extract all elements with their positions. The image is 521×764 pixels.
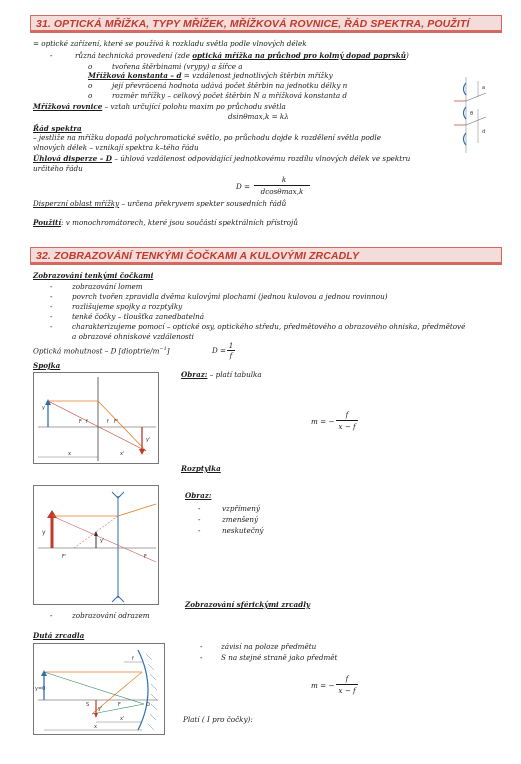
sub-item-1: tvořena štěrbinami (vrypy) a šířce a	[112, 62, 243, 71]
section-31-underline	[30, 31, 502, 33]
label-theta: θ	[470, 111, 474, 117]
list-item: a obrazové ohniskové vzdálenosti	[72, 332, 194, 341]
sub-marker: o	[88, 91, 93, 100]
disperze-eq-den: dcosθmax,k	[260, 187, 304, 196]
label-x: x	[68, 451, 71, 457]
sub-marker: o	[88, 81, 93, 90]
duta-zrcadla-diagram	[33, 643, 165, 735]
fraction-line	[336, 420, 358, 421]
dash: -	[200, 653, 203, 662]
zobrazovani-zrcadly-label: Zobrazování sférickými zrcadly	[185, 600, 311, 609]
disperzni-oblast: Disperzní oblast mřížky – určena překryvem spekter sousedních řádů	[33, 199, 287, 208]
label-Fp: F'	[114, 419, 119, 425]
dash: -	[50, 312, 53, 321]
label-Fp: F'	[62, 554, 67, 560]
rad-spektra-label: Řád spektra	[33, 124, 82, 133]
duta-zrcadla-label: Dutá zrcadla	[33, 631, 85, 640]
label-f: f	[86, 419, 88, 425]
dash: -	[50, 322, 53, 331]
m-eq-den: x − f	[338, 422, 356, 431]
obraz-2-item: zmenšený	[222, 515, 259, 524]
label-xp: x'	[120, 716, 125, 722]
disperze-eq-lhs: D =	[236, 182, 251, 191]
label-y: y	[42, 529, 46, 536]
list-item: rozlišujeme spojky a rozptylky	[72, 302, 183, 311]
label-xp: x'	[120, 451, 125, 457]
section-32-underline	[30, 263, 502, 265]
label-O: O	[146, 702, 150, 708]
grating-equation: dsinθmax,k = kλ	[228, 112, 289, 121]
om-eq-lhs: D =	[212, 346, 227, 355]
om-eq-num: 1	[228, 341, 234, 350]
obraz-2: Obraz:	[185, 491, 212, 500]
spojka-label: Spojka	[33, 361, 61, 370]
obraz-1: Obraz: – platí tabulka	[181, 370, 262, 379]
label-f: f	[107, 419, 109, 425]
dash: -	[198, 526, 201, 535]
plati: Platí ( I pro čočky):	[183, 715, 253, 724]
pouziti: Použití: v monochromátorech, které jsou součástí spektrálních přístrojů	[33, 218, 298, 227]
label-F: F	[118, 702, 121, 708]
list-item: charakterizujeme pomocí – optické osy, optického středu, předmětového a obrazového ohniska, předmětové	[72, 322, 466, 331]
label-yeq0: y=0	[35, 686, 46, 692]
fraction-line	[336, 684, 358, 685]
obraz-2-item: neskutečný	[222, 526, 264, 535]
label-yp: y'	[100, 538, 105, 544]
list-item: tenké čočky – tloušťka zanedbatelná	[72, 312, 205, 321]
label-y: y	[42, 405, 45, 411]
list-item: zobrazování lomem	[72, 282, 143, 291]
grating-diagram	[452, 75, 492, 155]
m2-eq-lhs: m = −	[311, 681, 335, 690]
obraz-2-item: vzpřímený	[222, 504, 260, 513]
label-d: d	[482, 129, 486, 135]
intro-text: = optické zařízení, které se používá k rozkladu světla podle vlnových délek	[33, 39, 307, 48]
section-32-title: 32. ZOBRAZOVÁNÍ TENKÝMI ČOČKAMI A KULOVÝMI ZRCADLY	[36, 250, 360, 262]
dash: -	[50, 302, 53, 311]
rozptylka-label: Rozptylka	[181, 464, 221, 473]
dash: -	[50, 292, 53, 301]
spojka-diagram	[33, 372, 159, 464]
label-a: a	[482, 85, 486, 91]
m2-eq-den: x − f	[338, 686, 356, 695]
rad-spektra-line-2: vlnových délek – vznikají spektra k–tého řádu	[33, 143, 199, 152]
label-F: F	[144, 554, 147, 560]
label-f: f	[132, 656, 134, 662]
rozptylka-diagram	[33, 485, 159, 605]
duta-item: závisí na poloze předmětu	[221, 642, 317, 651]
opticka-mohutnost: Optická mohutnost – D $[dioptrie/m^{-1}]$	[33, 346, 170, 356]
m-eq-lhs: m = −	[311, 417, 335, 426]
fraction-line	[254, 185, 310, 186]
label-yp: y'	[146, 437, 151, 443]
disperze-eq-num: k	[281, 175, 287, 184]
mrizkova-konstanta: Mřížková konstanta – d = vzdálenost jednotlivých štěrbin mřížky	[88, 71, 333, 80]
label-yp: y'	[98, 706, 103, 712]
dash: -	[50, 282, 53, 291]
mrizkova-rovnice: Mřížková rovnice – vztah určující polohu maxim po průchodu světla	[33, 102, 286, 111]
sub-item-2: její převrácená hodnota udává počet štěrbin na jednotku délky n	[112, 81, 348, 90]
dash: -	[198, 504, 201, 513]
m-eq-num: f	[345, 410, 349, 419]
sub-marker: o	[88, 62, 93, 71]
dash: -	[198, 515, 201, 524]
om-eq-den: f	[229, 351, 233, 360]
zobrazovani-cockami-label: Zobrazování tenkými čočkami	[33, 271, 154, 280]
bullet-1: různá technická provedení (zde optická mřížka na průchod pro kolmý dopad paprsků)	[75, 51, 409, 60]
sub-item-3: rozměr mřížky – celkový počet štěrbin N a mřížková konstanta d	[112, 91, 348, 100]
bullet-dash: -	[50, 51, 53, 60]
label-S: S	[86, 702, 90, 708]
label-F: F	[79, 419, 82, 425]
dash: -	[50, 611, 53, 620]
uhlova-disperze-line-2: určitého řádu	[33, 164, 83, 173]
uhlova-disperze: Úhlová disperze – D – úhlová vzdálenost odpovídající jednotkovému rozdílu vlnových délek ve spektru	[33, 154, 411, 163]
dash: -	[200, 642, 203, 651]
zz-item: zobrazování odrazem	[72, 611, 150, 620]
duta-item: S na stejné straně jako předmět	[221, 653, 338, 662]
rad-spektra-line-1: – jestliže na mřížku dopadá polychromatické světlo, po průchodu dojde k rozdělení světla podle	[33, 133, 381, 142]
section-31-title: 31. OPTICKÁ MŘÍŽKA, TYPY MŘÍŽEK, MŘÍŽKOVÁ ROVNICE, ŘÁD SPEKTRA, POUŽITÍ	[36, 18, 470, 30]
label-x: x	[94, 724, 97, 730]
m2-eq-num: f	[345, 674, 349, 683]
list-item: povrch tvořen zpravidla dvěma kulovými plochami (jednou kulovou a jednou rovinnou)	[72, 292, 388, 301]
